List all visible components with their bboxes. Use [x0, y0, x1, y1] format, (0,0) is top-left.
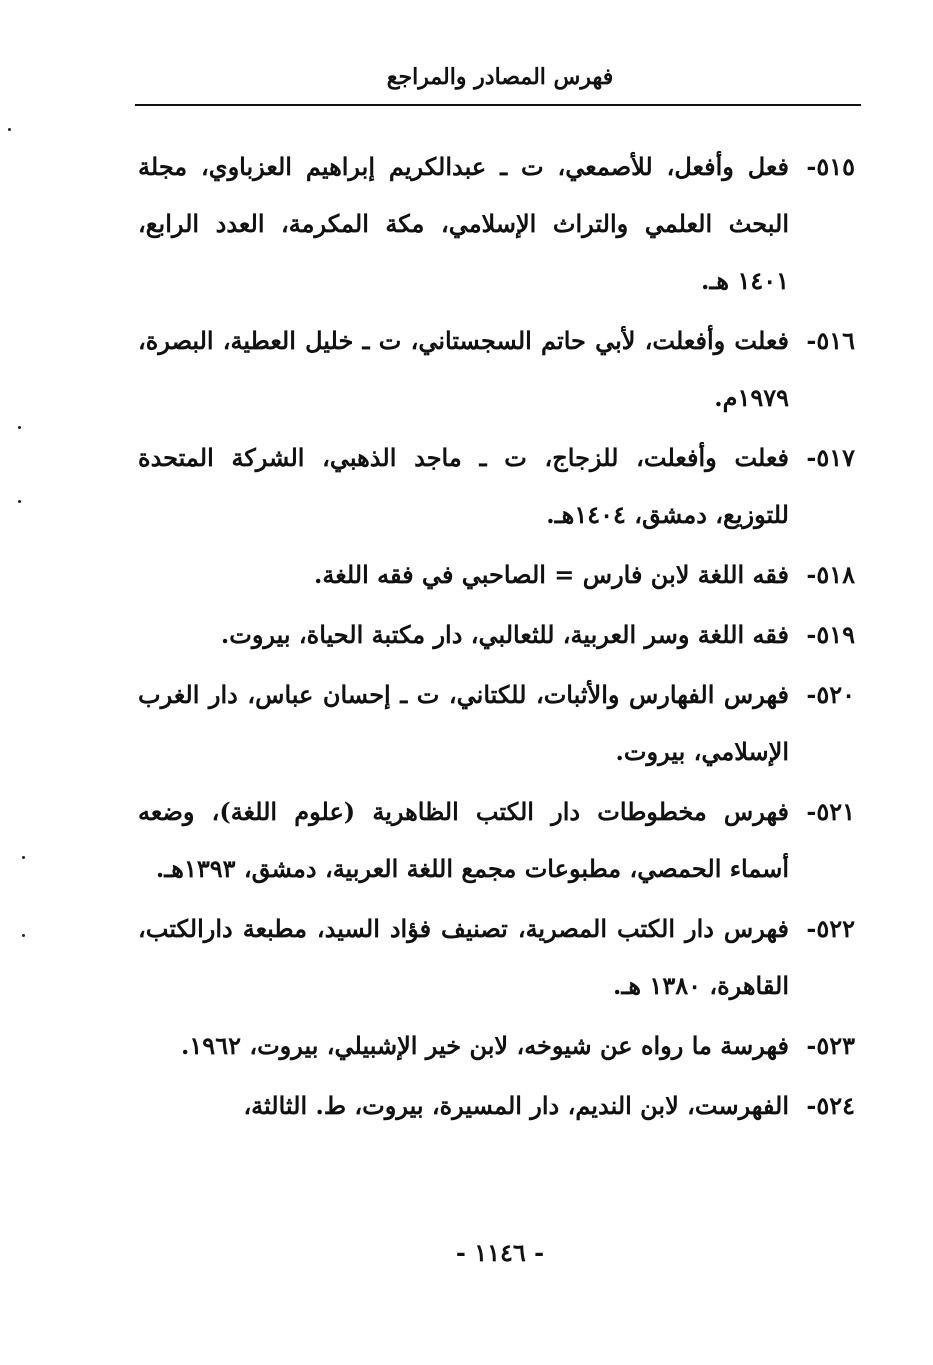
scan-speck	[22, 934, 25, 937]
bibliography-entry	[138, 312, 855, 426]
scan-speck	[18, 500, 21, 503]
entry-text: فهرسة ما رواه عن شيوخه، لابن خير الإشبيلي، بيروت، ١٩٦٢.	[181, 1031, 789, 1060]
scan-speck	[22, 856, 25, 859]
bibliography-entry	[138, 138, 855, 309]
entry-number: ٥٢٣-	[806, 1031, 855, 1060]
entry-text: فعلت وأفعلت، لأبي حاتم السجستاني، ت ـ خليل العطية، البصرة، ١٩٧٩م.	[138, 326, 789, 412]
bibliography-entry	[138, 900, 855, 1014]
entry-text: فقه اللغة وسر العربية، للثعالبي، دار مكتبة الحياة، بيروت.	[220, 620, 789, 649]
entry-number: ٥٢٤-	[806, 1091, 855, 1120]
bibliography-entry	[138, 1077, 855, 1134]
page-header-title: فهرس المصادر والمراجع	[386, 64, 614, 90]
entry-number: ٥٢٢-	[806, 914, 855, 943]
entry-number: ٥١٥-	[806, 152, 855, 181]
bibliography-entry	[138, 666, 855, 780]
bibliography-entry	[138, 429, 855, 543]
bibliography-list	[138, 138, 855, 1137]
bibliography-entry	[138, 606, 855, 663]
entry-text: فعل وأفعل، للأصمعي، ت ـ عبدالكريم إبراهيم العزباوي، مجلة البحث العلمي والتراث الإسلامي، مكة المكرمة، العدد الرابع، ١٤٠١ هـ.	[138, 152, 789, 295]
entry-text: فهرس دار الكتب المصرية، تصنيف فؤاد السيد، مطبعة دارالكتب، القاهرة، ١٣٨٠ هـ.	[138, 914, 789, 1000]
entry-text: فعلت وأفعلت، للزجاج، ت ـ ماجد الذهبي، الشركة المتحدة للتوزيع، دمشق، ١٤٠٤هـ.	[138, 443, 789, 529]
bibliography-entry	[138, 546, 855, 603]
scan-speck	[18, 426, 21, 429]
entry-text: فهرس الفهارس والأثبات، للكتاني، ت ـ إحسان عباس، دار الغرب الإسلامي، بيروت.	[138, 680, 789, 766]
header-divider	[135, 104, 861, 106]
bibliography-entry	[138, 1017, 855, 1074]
entry-number: ٥١٦-	[806, 326, 855, 355]
entry-text: فقه اللغة لابن فارس = الصاحبي في فقه اللغة.	[314, 560, 789, 589]
entry-number: ٥٢٠-	[806, 680, 855, 709]
bibliography-entry	[138, 783, 855, 897]
entry-text: الفهرست، لابن النديم، دار المسيرة، بيروت، ط. الثالثة،	[243, 1091, 789, 1120]
scan-speck	[8, 128, 11, 131]
entry-text: فهرس مخطوطات دار الكتب الظاهرية (علوم اللغة)، وضعه أسماء الحمصي، مطبوعات مجمع اللغة العربية، دمشق، ١٣٩٣هـ.	[138, 797, 789, 883]
entry-number: ٥٢١-	[806, 797, 855, 826]
entry-number: ٥١٧-	[806, 443, 855, 472]
page-number: - ١١٤٦ -	[455, 1238, 545, 1267]
entry-number: ٥١٨-	[806, 560, 855, 589]
entry-number: ٥١٩-	[806, 620, 855, 649]
